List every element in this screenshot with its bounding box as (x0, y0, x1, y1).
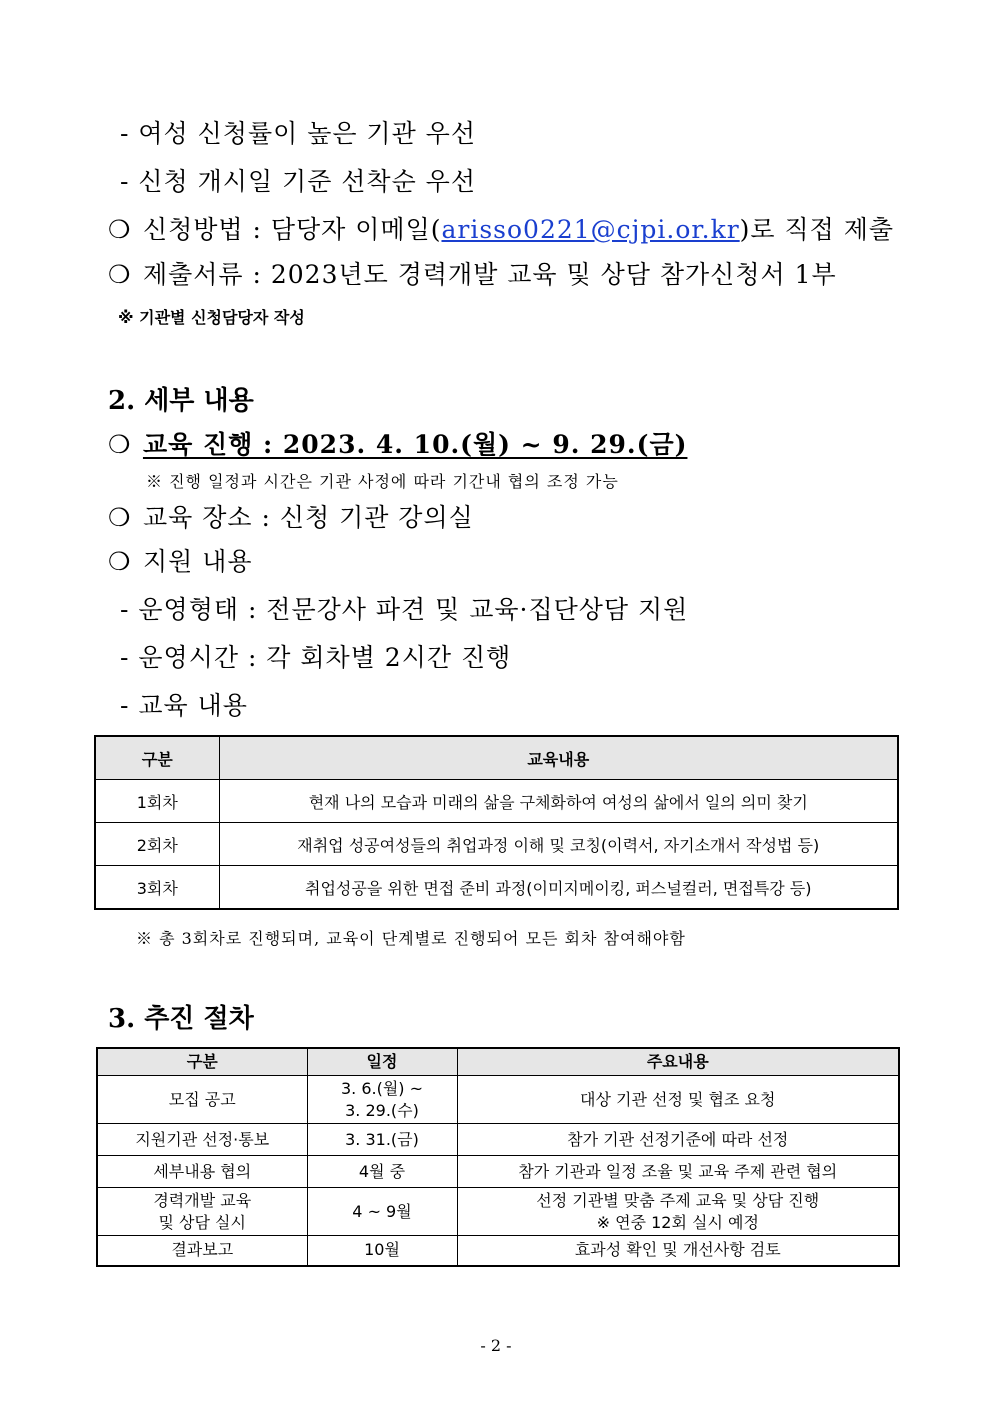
place-line (108, 498, 474, 534)
period-note: ※ 진행 일정과 시간은 기관 사정에 따라 기간내 협의 조정 가능 (146, 472, 619, 491)
circle-bullet-icon: ❍ (108, 503, 132, 532)
content-line: - 교육 내용 (120, 691, 248, 720)
step-content: 대상 기관 선정 및 협조 요청 (457, 1076, 899, 1124)
step-content: 참가 기관과 일정 조율 및 교육 주제 관련 협의 (457, 1156, 899, 1188)
documents-text: 제출서류 : 2023년도 경력개발 교육 및 상담 참가신청서 1부 (142, 260, 837, 289)
education-content-table (94, 735, 899, 910)
format-line: - 운영형태 : 전문강사 파견 및 교육·집단상담 지원 (120, 595, 689, 624)
method-prefix: 신청방법 : 담당자 이메일( (142, 215, 442, 244)
step-label-line2: 및 상담 실시 (158, 1212, 246, 1232)
time-line: - 운영시간 : 각 회차별 2시간 진행 (120, 643, 512, 672)
section3-heading: 3. 추진 절차 (108, 1004, 254, 1034)
header-category: 구분 (95, 736, 219, 780)
schedule-end: 3. 29.(수) (345, 1100, 419, 1120)
table-row (95, 823, 898, 866)
step-label-line1: 경력개발 교육 (153, 1190, 252, 1210)
step-label: 지원기관 선정·통보 (97, 1124, 307, 1156)
section2-heading: 2. 세부 내용 (108, 386, 254, 416)
session-label: 2회차 (95, 823, 219, 866)
session-content: 현재 나의 모습과 미래의 삶을 구체화하여 여성의 삶에서 일의 의미 찾기 (219, 780, 898, 823)
documents-note: ※ 기관별 신청담당자 작성 (118, 308, 305, 327)
step-content-note: ※ 연중 12회 실시 예정 (596, 1212, 759, 1232)
session-content: 취업성공을 위한 면접 준비 과정(이미지메이킹, 퍼스널컬러, 면접특강 등) (219, 866, 898, 910)
circle-bullet-icon: ❍ (108, 430, 132, 459)
step-schedule: 4 ~ 9월 (307, 1188, 457, 1236)
header-content: 교육내용 (219, 736, 898, 780)
circle-bullet-icon: ❍ (108, 547, 132, 576)
procedure-table (96, 1047, 900, 1267)
table-row (97, 1076, 899, 1124)
header-main-content: 주요내용 (457, 1048, 899, 1076)
table-row (97, 1188, 899, 1236)
priority-first-line: - 신청 개시일 기준 선착순 우선 (120, 167, 476, 196)
priority-women-line: - 여성 신청률이 높은 기관 우선 (120, 119, 476, 148)
place-text: 교육 장소 : 신청 기관 강의실 (142, 503, 474, 532)
table-header-row (97, 1048, 899, 1076)
table-note: ※ 총 3회차로 진행되며, 교육이 단계별로 진행되어 모든 회차 참여해야함 (136, 929, 686, 948)
contact-email-link[interactable]: arisso0221@cjpi.or.kr (441, 215, 740, 244)
application-method-line (108, 210, 894, 246)
table-row (95, 866, 898, 910)
documents-line (108, 255, 837, 291)
period-text: 교육 진행 : 2023. 4. 10.(월) ~ 9. 29.(금) (142, 430, 688, 459)
step-label: 세부내용 협의 (97, 1156, 307, 1188)
table-row (97, 1236, 899, 1266)
method-suffix: )로 직접 제출 (739, 215, 895, 244)
table-row (97, 1124, 899, 1156)
schedule-start: 3. 6.(월) ~ (340, 1078, 424, 1098)
page-number: - 2 - (480, 1336, 512, 1355)
step-label (97, 1188, 307, 1236)
header-schedule: 일정 (307, 1048, 457, 1076)
table-row (97, 1156, 899, 1188)
step-content: 참가 기관 선정기준에 따라 선정 (457, 1124, 899, 1156)
session-content: 재취업 성공여성들의 취업과정 이해 및 코칭(이력서, 자기소개서 작성법 등) (219, 823, 898, 866)
step-schedule: 3. 31.(금) (307, 1124, 457, 1156)
session-label: 1회차 (95, 780, 219, 823)
header-category: 구분 (97, 1048, 307, 1076)
table-header-row (95, 736, 898, 780)
step-schedule (307, 1076, 457, 1124)
step-content-line1: 선정 기관별 맞춤 주제 교육 및 상담 진행 (536, 1190, 820, 1210)
support-line (108, 542, 253, 578)
circle-bullet-icon: ❍ (108, 260, 132, 289)
step-schedule: 4월 중 (307, 1156, 457, 1188)
step-content (457, 1188, 899, 1236)
table-row (95, 780, 898, 823)
session-label: 3회차 (95, 866, 219, 910)
period-line (108, 425, 687, 461)
circle-bullet-icon: ❍ (108, 215, 132, 244)
support-text: 지원 내용 (142, 547, 253, 576)
step-label: 결과보고 (97, 1236, 307, 1266)
step-content: 효과성 확인 및 개선사항 검토 (457, 1236, 899, 1266)
step-schedule: 10월 (307, 1236, 457, 1266)
step-label: 모집 공고 (97, 1076, 307, 1124)
